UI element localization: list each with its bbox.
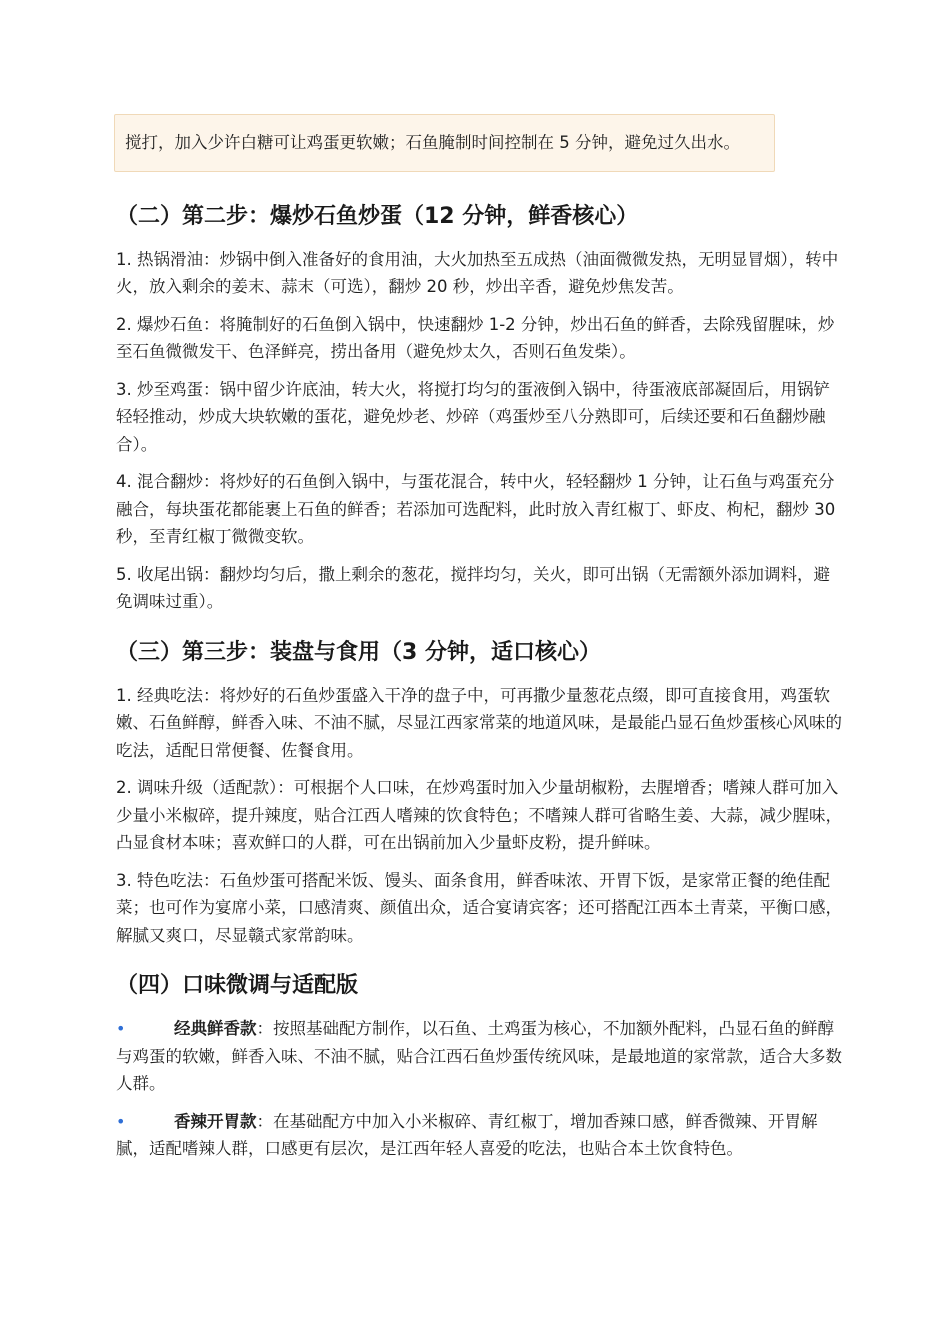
list-item: 1. 经典吃法：将炒好的石鱼炒蛋盛入干净的盘子中，可再撒少量葱花点缀，即可直接食用，鸡蛋软嫩、石鱼鲜醇，鲜香入味、不油不腻，尽显江西家常菜的地道风味，是最能凸显石鱼炒蛋核心风味的吃法，适配日常便餐、佐餐食用。 [116,685,842,760]
tip-text: 搅打，加入少许白糖可让鸡蛋更软嫩；石鱼腌制时间控制在 5 分钟，避免过久出水。 [125,133,740,152]
bullet-icon: • [116,1019,126,1038]
list-item: 1. 热锅滑油：炒锅中倒入准备好的食用油，大火加热至五成热（油面微微发热，无明显冒烟），转中火，放入剩余的姜末、蒜末（可选），翻炒 20 秒，炒出辛香，避免炒焦发苦。 [116,249,839,296]
bullet-item [114,1015,844,1098]
bullet-title: 香辣开胃款 [174,1111,257,1131]
step4-bullet-list [114,1015,844,1163]
list-item: 3. 炒至鸡蛋：锅中留少许底油，转大火，将搅打均匀的蛋液倒入锅中，待蛋液底部凝固后，用锅铲轻轻推动，炒成大块软嫩的蛋花，避免炒老、炒碎（鸡蛋炒至八分熟即可，后续还要和石鱼翻炒融合）。 [116,379,830,454]
list-item: 2. 调味升级（适配款）：可根据个人口味，在炒鸡蛋时加入少量胡椒粉，去腥增香；嗜辣人群可加入少量小米椒碎，提升辣度，贴合江西人嗜辣的饮食特色；不嗜辣人群可省略生姜、大蒜，减少腥味，凸显食材本味；喜欢鲜口的人群，可在出锅前加入少量虾皮粉，提升鲜味。 [116,778,842,852]
tip-box [114,114,775,172]
list-item: 5. 收尾出锅：翻炒均匀后，撒上剩余的葱花，搅拌均匀，关火，即可出锅（无需额外添加调料，避免调味过重）。 [116,564,830,611]
bullet-icon: • [116,1111,126,1131]
bullet-item [114,1108,844,1163]
list-item: 2. 爆炒石鱼：将腌制好的石鱼倒入锅中，快速翻炒 1-2 分钟，炒出石鱼的鲜香，去除残留腥味，炒至石鱼微微发干、色泽鲜亮，捞出备用（避免炒太久，否则石鱼发柴）。 [116,314,835,361]
bullet-text: ：在基础配方中加入小米椒碎、青红椒丁，增加香辣口感，鲜香微辣、开胃解腻，适配嗜辣人群，口感更有层次，是江西年轻人喜爱的吃法，也贴合本土饮食特色。 [116,1111,818,1158]
bullet-text: ：按照基础配方制作，以石鱼、土鸡蛋为核心，不加额外配料，凸显石鱼的鲜醇与鸡蛋的软嫩，鲜香入味、不油不腻，贴合江西石鱼炒蛋传统风味，是最地道的家常款，适合大多数人群。 [116,1019,842,1093]
bullet-title: 经典鲜香款 [174,1019,257,1038]
section-heading-step3: （三）第三步：装盘与食用（3 分钟，适口核心） [116,639,601,665]
list-item: 4. 混合翻炒：将炒好的石鱼倒入锅中，与蛋花混合，转中火，轻轻翻炒 1 分钟，让石鱼与鸡蛋充分融合，每块蛋花都能裹上石鱼的鲜香；若添加可选配料，此时放入青红椒丁、虾皮、枸杞，翻炒 30 秒，至青红椒丁微微变软。 [116,472,836,546]
list-item: 3. 特色吃法：石鱼炒蛋可搭配米饭、馒头、面条食用，鲜香味浓、开胃下饭，是家常正餐的绝佳配菜；也可作为宴席小菜，口感清爽、颜值出众，适合宴请宾客；还可搭配江西本土青菜，平衡口感，解腻又爽口，尽显赣式家常韵味。 [116,870,842,945]
step3-list [114,682,844,950]
step2-list [114,246,844,616]
section-heading-step2: （二）第二步：爆炒石鱼炒蛋（12 分钟，鲜香核心） [116,203,639,229]
section-heading-step4: （四）口味微调与适配版 [116,973,359,998]
